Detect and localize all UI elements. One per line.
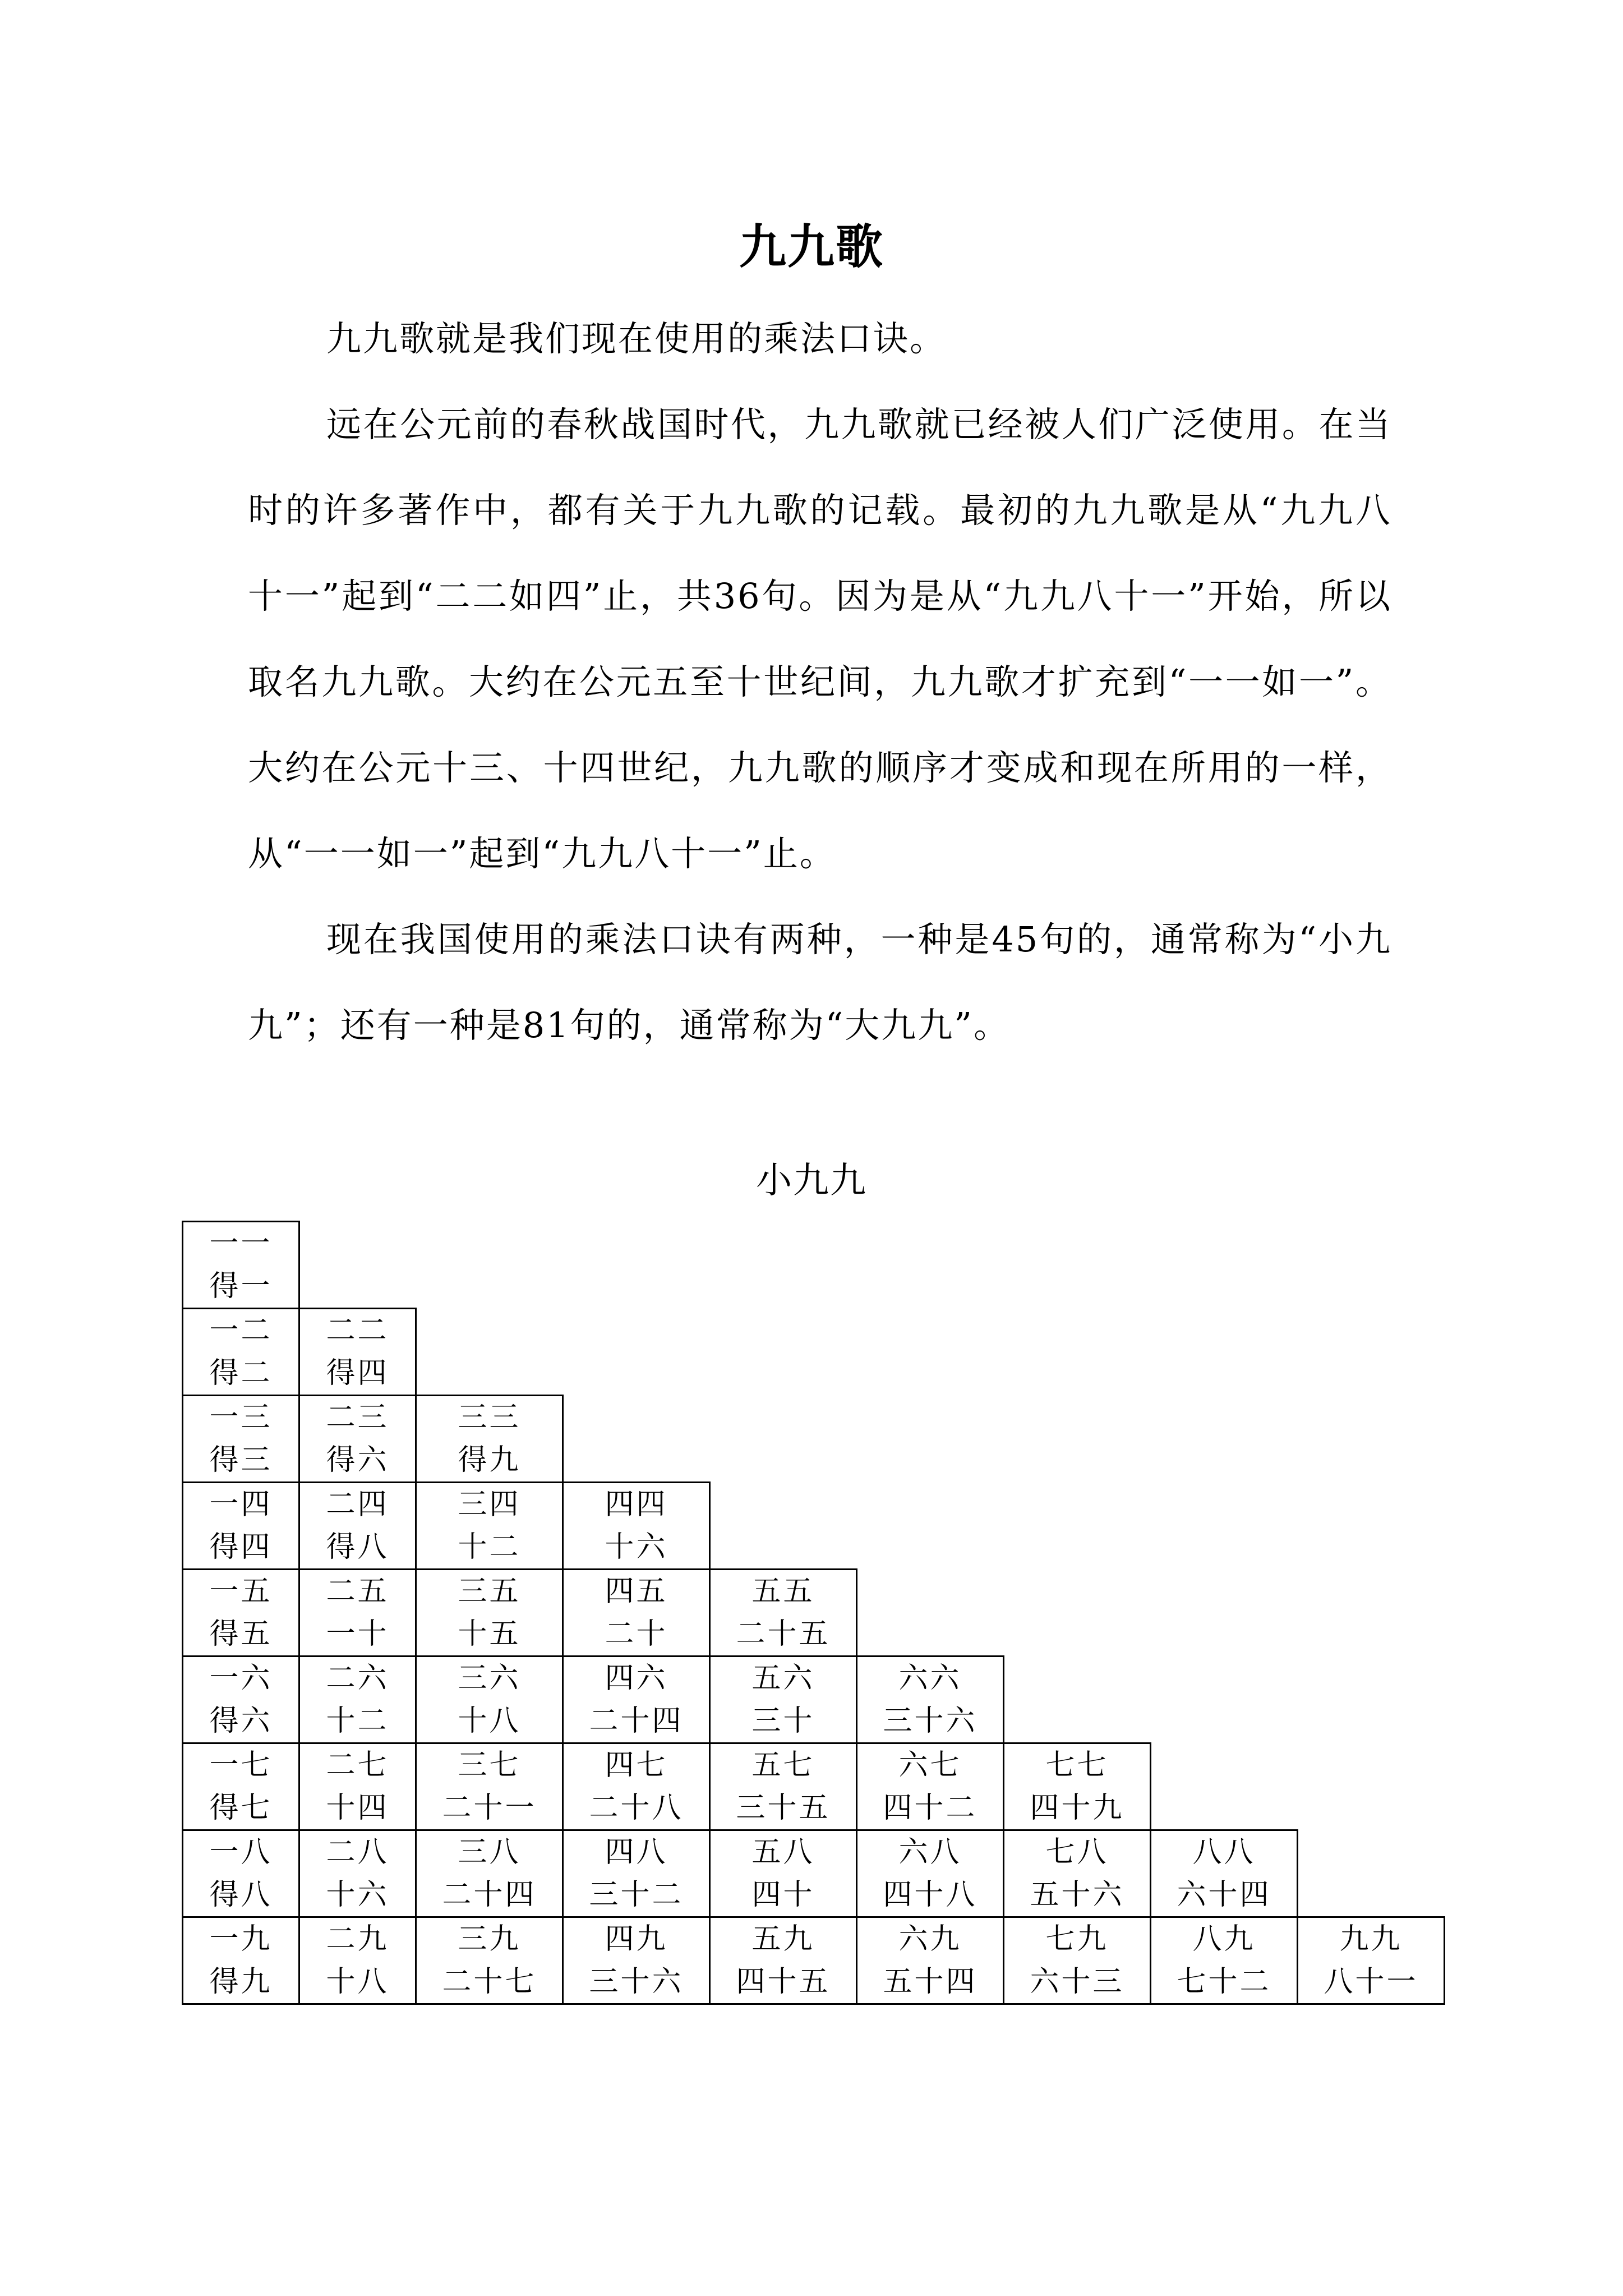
cell-factors: 二九	[326, 1922, 389, 1956]
empty-cell	[710, 1309, 857, 1396]
table-cell	[1004, 1917, 1151, 2004]
table-row	[183, 1830, 1445, 1917]
empty-cell	[1004, 1222, 1151, 1309]
cell-factors: 一八	[209, 1835, 273, 1869]
empty-cell	[299, 1222, 416, 1309]
cell-factors: 四五	[605, 1575, 668, 1608]
table-cell	[416, 1743, 563, 1830]
cell-product: 十四	[326, 1791, 389, 1825]
cell-factors: 五八	[751, 1835, 815, 1869]
cell-factors: 五七	[751, 1749, 815, 1782]
cell-factors: 一一	[209, 1227, 273, 1260]
empty-cell	[563, 1309, 710, 1396]
cell-factors: 一九	[209, 1922, 273, 1956]
cell-product: 八十一	[1324, 1965, 1418, 1999]
table-cell	[563, 1657, 710, 1743]
empty-cell	[857, 1570, 1004, 1657]
table-title: 小九九	[756, 1160, 867, 1202]
empty-cell	[1298, 1483, 1445, 1570]
table-cell	[710, 1743, 857, 1830]
empty-cell	[1298, 1830, 1445, 1917]
table-cell	[183, 1309, 299, 1396]
table-cell	[1004, 1743, 1151, 1830]
empty-cell	[1004, 1570, 1151, 1657]
cell-product: 得九	[209, 1965, 273, 1999]
cell-product: 二十四	[442, 1878, 537, 1912]
empty-cell	[1004, 1657, 1151, 1743]
table-cell	[183, 1570, 299, 1657]
cell-product: 四十八	[883, 1878, 978, 1912]
empty-cell	[563, 1222, 710, 1309]
empty-cell	[857, 1396, 1004, 1483]
table-cell	[299, 1396, 416, 1483]
table-cell	[563, 1570, 710, 1657]
cell-product: 十八	[458, 1704, 521, 1738]
cell-product: 十二	[458, 1530, 521, 1564]
table-cell	[563, 1483, 710, 1570]
cell-product: 四十九	[1030, 1791, 1124, 1825]
table-cell	[299, 1570, 416, 1657]
cell-factors: 七九	[1045, 1922, 1109, 1956]
cell-product: 三十二	[589, 1878, 684, 1912]
cell-product: 三十五	[736, 1791, 831, 1825]
empty-cell	[857, 1222, 1004, 1309]
cell-factors: 三九	[458, 1922, 521, 1956]
empty-cell	[1151, 1309, 1298, 1396]
table-cell	[710, 1917, 857, 2004]
cell-factors: 二六	[326, 1662, 389, 1695]
table-cell	[857, 1917, 1004, 2004]
empty-cell	[1298, 1570, 1445, 1657]
table-cell	[1298, 1917, 1445, 2004]
table-cell	[183, 1917, 299, 2004]
cell-product: 十二	[326, 1704, 389, 1738]
empty-cell	[1151, 1483, 1298, 1570]
table-cell	[416, 1570, 563, 1657]
cell-factors: 一四	[209, 1488, 273, 1521]
table-cell	[416, 1830, 563, 1917]
table-cell	[563, 1917, 710, 2004]
empty-cell	[1004, 1309, 1151, 1396]
multiplication-table	[182, 1221, 1445, 2005]
cell-product: 得六	[326, 1443, 389, 1477]
cell-factors: 二七	[326, 1749, 389, 1782]
cell-factors: 四四	[605, 1488, 668, 1521]
cell-product: 五十六	[1030, 1878, 1124, 1912]
cell-product: 二十五	[736, 1617, 831, 1651]
empty-cell	[857, 1309, 1004, 1396]
cell-product: 二十八	[589, 1791, 684, 1825]
cell-product: 十八	[326, 1965, 389, 1999]
table-cell	[299, 1309, 416, 1396]
cell-factors: 三五	[458, 1575, 521, 1608]
cell-product: 三十六	[883, 1704, 978, 1738]
cell-product: 得一	[209, 1269, 273, 1303]
empty-cell	[563, 1396, 710, 1483]
table-cell	[299, 1830, 416, 1917]
cell-factors: 一六	[209, 1662, 273, 1695]
empty-cell	[416, 1309, 563, 1396]
cell-product: 得四	[209, 1530, 273, 1564]
cell-product: 四十	[751, 1878, 815, 1912]
empty-cell	[1298, 1743, 1445, 1830]
cell-factors: 六九	[898, 1922, 962, 1956]
table-row	[183, 1483, 1445, 1570]
empty-cell	[710, 1222, 857, 1309]
table-cell	[710, 1570, 857, 1657]
cell-factors: 三四	[458, 1488, 521, 1521]
empty-cell	[1151, 1657, 1298, 1743]
cell-factors: 五五	[751, 1575, 815, 1608]
cell-factors: 六六	[898, 1662, 962, 1695]
empty-cell	[1298, 1309, 1445, 1396]
table-row	[183, 1222, 1445, 1309]
cell-factors: 六八	[898, 1835, 962, 1869]
table-cell	[183, 1222, 299, 1309]
cell-product: 四十五	[736, 1965, 831, 1999]
cell-product: 五十四	[883, 1965, 978, 1999]
empty-cell	[1004, 1396, 1151, 1483]
cell-factors: 一五	[209, 1575, 273, 1608]
cell-product: 三十	[751, 1704, 815, 1738]
cell-factors: 二八	[326, 1835, 389, 1869]
cell-product: 得七	[209, 1791, 273, 1825]
cell-product: 一十	[326, 1617, 389, 1651]
table-cell	[563, 1743, 710, 1830]
table-cell	[857, 1743, 1004, 1830]
cell-product: 得八	[326, 1530, 389, 1564]
empty-cell	[1151, 1222, 1298, 1309]
empty-cell	[857, 1483, 1004, 1570]
empty-cell	[1298, 1657, 1445, 1743]
cell-factors: 二四	[326, 1488, 389, 1521]
paragraph-types: 现在我国使用的乘法口诀有两种，一种是45句的，通常称为“小九九”；还有一种是81句的，通常称为“大九九”。	[248, 919, 1392, 1046]
table-cell	[416, 1396, 563, 1483]
empty-cell	[1004, 1483, 1151, 1570]
empty-cell	[1298, 1222, 1445, 1309]
empty-cell	[1151, 1743, 1298, 1830]
cell-factors: 七七	[1045, 1749, 1109, 1782]
empty-cell	[1151, 1396, 1298, 1483]
table-cell	[299, 1483, 416, 1570]
cell-product: 得四	[326, 1356, 389, 1390]
table-cell	[857, 1830, 1004, 1917]
cell-factors: 一二	[209, 1314, 273, 1347]
cell-product: 得三	[209, 1443, 273, 1477]
table-cell	[183, 1657, 299, 1743]
table-cell	[183, 1483, 299, 1570]
cell-factors: 三八	[458, 1835, 521, 1869]
table-cell	[299, 1657, 416, 1743]
table-cell	[1004, 1830, 1151, 1917]
table-cell	[710, 1657, 857, 1743]
table-row	[183, 1309, 1445, 1396]
paragraph-history: 远在公元前的春秋战国时代，九九歌就已经被人们广泛使用。在当时的许多著作中，都有关于九九歌的记载。最初的九九歌是从“九九八十一”起到“二二如四”止，共36句。因为是从“九九八十一”开始，所以取名九九歌。大约在公元五至十世纪间，九九歌才扩充到“一一如一”。大约在公元十三、十四世纪，九九歌的顺序才变成和现在所用的一样，从“一一如一”起到“九九八十一”止。	[248, 404, 1392, 874]
cell-factors: 八九	[1192, 1922, 1256, 1956]
empty-cell	[710, 1483, 857, 1570]
table-cell	[416, 1917, 563, 2004]
cell-product: 二十一	[442, 1791, 537, 1825]
table-row	[183, 1917, 1445, 2004]
cell-product: 得八	[209, 1878, 273, 1912]
table-cell	[1151, 1830, 1298, 1917]
paragraph-intro: 九九歌就是我们现在使用的乘法口诀。	[326, 318, 947, 359]
cell-product: 十五	[458, 1617, 521, 1651]
cell-factors: 四八	[605, 1835, 668, 1869]
empty-cell	[416, 1222, 563, 1309]
cell-factors: 三三	[458, 1401, 521, 1434]
cell-factors: 五六	[751, 1662, 815, 1695]
cell-factors: 八八	[1192, 1835, 1256, 1869]
table-cell	[183, 1396, 299, 1483]
cell-product: 得二	[209, 1356, 273, 1390]
cell-factors: 二五	[326, 1575, 389, 1608]
cell-factors: 七八	[1045, 1835, 1109, 1869]
cell-product: 得六	[209, 1704, 273, 1738]
cell-product: 六十四	[1177, 1878, 1271, 1912]
cell-factors: 三七	[458, 1749, 521, 1782]
table-cell	[857, 1657, 1004, 1743]
cell-factors: 三六	[458, 1662, 521, 1695]
cell-product: 七十二	[1177, 1965, 1271, 1999]
table-row	[183, 1570, 1445, 1657]
cell-factors: 四七	[605, 1749, 668, 1782]
cell-product: 二十七	[442, 1965, 537, 1999]
empty-cell	[710, 1396, 857, 1483]
table-row	[183, 1657, 1445, 1743]
cell-product: 得九	[458, 1443, 521, 1477]
table-cell	[183, 1830, 299, 1917]
table-cell	[299, 1743, 416, 1830]
document-title: 九九歌	[739, 219, 884, 274]
cell-factors: 一三	[209, 1401, 273, 1434]
cell-factors: 四九	[605, 1922, 668, 1956]
cell-factors: 九九	[1339, 1922, 1403, 1956]
cell-factors: 一七	[209, 1749, 273, 1782]
cell-factors: 四六	[605, 1662, 668, 1695]
table-row	[183, 1396, 1445, 1483]
table-cell	[1151, 1917, 1298, 2004]
table-cell	[563, 1830, 710, 1917]
cell-factors: 二三	[326, 1401, 389, 1434]
cell-product: 十六	[605, 1530, 668, 1564]
table-row	[183, 1743, 1445, 1830]
table-cell	[299, 1917, 416, 2004]
cell-product: 二十	[605, 1617, 668, 1651]
cell-product: 十六	[326, 1878, 389, 1912]
cell-factors: 二二	[326, 1314, 389, 1347]
empty-cell	[1298, 1396, 1445, 1483]
cell-factors: 六七	[898, 1749, 962, 1782]
table-cell	[710, 1830, 857, 1917]
empty-cell	[1151, 1570, 1298, 1657]
cell-product: 四十二	[883, 1791, 978, 1825]
cell-product: 二十四	[589, 1704, 684, 1738]
cell-product: 得五	[209, 1617, 273, 1651]
cell-product: 六十三	[1030, 1965, 1124, 1999]
document-body	[248, 296, 1392, 1068]
table-cell	[416, 1657, 563, 1743]
table-cell	[183, 1743, 299, 1830]
cell-factors: 五九	[751, 1922, 815, 1956]
table-cell	[416, 1483, 563, 1570]
cell-product: 三十六	[589, 1965, 684, 1999]
